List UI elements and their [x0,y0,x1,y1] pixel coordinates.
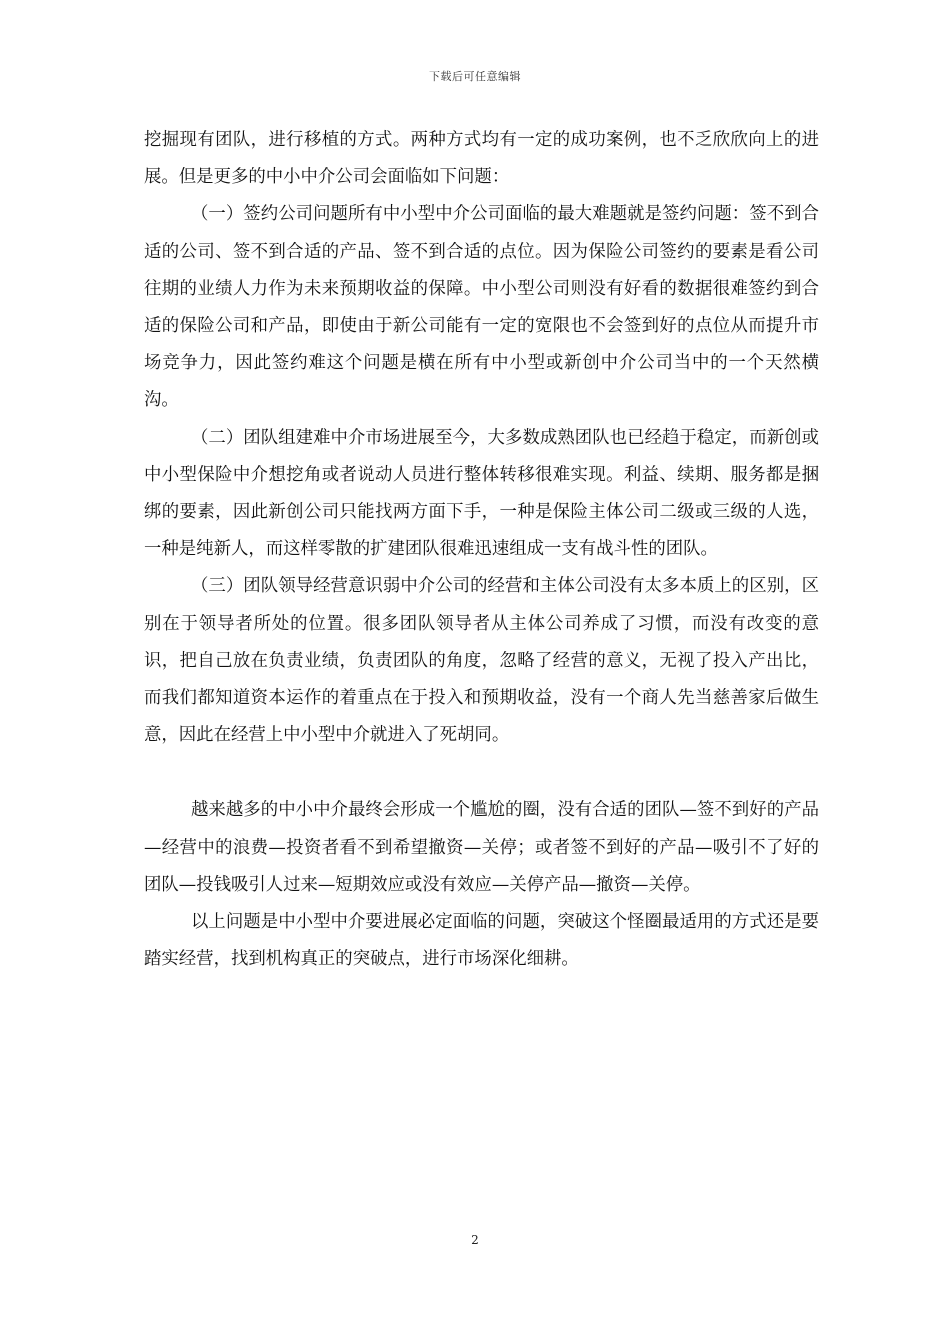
paragraph-signing-problem: （一）签约公司问题所有中小型中介公司面临的最大难题就是签约问题：签不到合适的公司、签不到合适的产品、签不到合适的点位。因为保险公司签约的要素是看公司往期的业绩人力作为未来预期收益的保障。中小型公司则没有好看的数据很难签约到合适的保险公司和产品，即使由于新公司能有一定的宽限也不会签到好的点位从而提升市场竞争力，因此签约难这个问题是横在所有中小型或新创中介公司当中的一个天然横沟。 [144,204,819,411]
paragraph-spacer [144,754,819,792]
document-body [144,122,819,978]
paragraph-team-building: （二）团队组建难中介市场进展至今，大多数成熟团队也已经趋于稳定，而新创或中小型保险中介想挖角或者说动人员进行整体转移很难实现。利益、续期、服务都是捆绑的要素，因此新创公司只能找两方面下手，一种是保险主体公司二级或三级的人选，一种是纯新人，而这样零散的扩建团队很难迅速组成一支有战斗性的团队。 [144,427,819,560]
page-header: 下载后可任意编辑 [429,70,521,83]
paragraph-vicious-circle: 越来越多的中小中介最终会形成一个尴尬的圈，没有合适的团队—签不到好的产品—经营中的浪费—投资者看不到希望撤资—关停；或者签不到好的产品—吸引不了好的团队—投钱吸引人过来—短期效应或没有效应—关停产品—撤资—关停。 [144,800,819,895]
page-number: 2 [471,1233,479,1247]
paragraph-conclusion: 以上问题是中小型中介要进展必定面临的问题，突破这个怪圈最适用的方式还是要踏实经营，找到机构真正的突破点，进行市场深化细耕。 [144,912,819,970]
paragraph-continuation: 挖掘现有团队，进行移植的方式。两种方式均有一定的成功案例，也不乏欣欣向上的进展。但是更多的中小中介公司会面临如下问题： [144,130,819,188]
paragraph-leadership: （三）团队领导经营意识弱中介公司的经营和主体公司没有太多本质上的区别，区别在于领导者所处的位置。很多团队领导者从主体公司养成了习惯，而没有改变的意识，把自己放在负责业绩，负责团队的角度，忽略了经营的意义，无视了投入产出比，而我们都知道资本运作的着重点在于投入和预期收益，没有一个商人先当慈善家后做生意，因此在经营上中小型中介就进入了死胡同。 [144,576,819,746]
